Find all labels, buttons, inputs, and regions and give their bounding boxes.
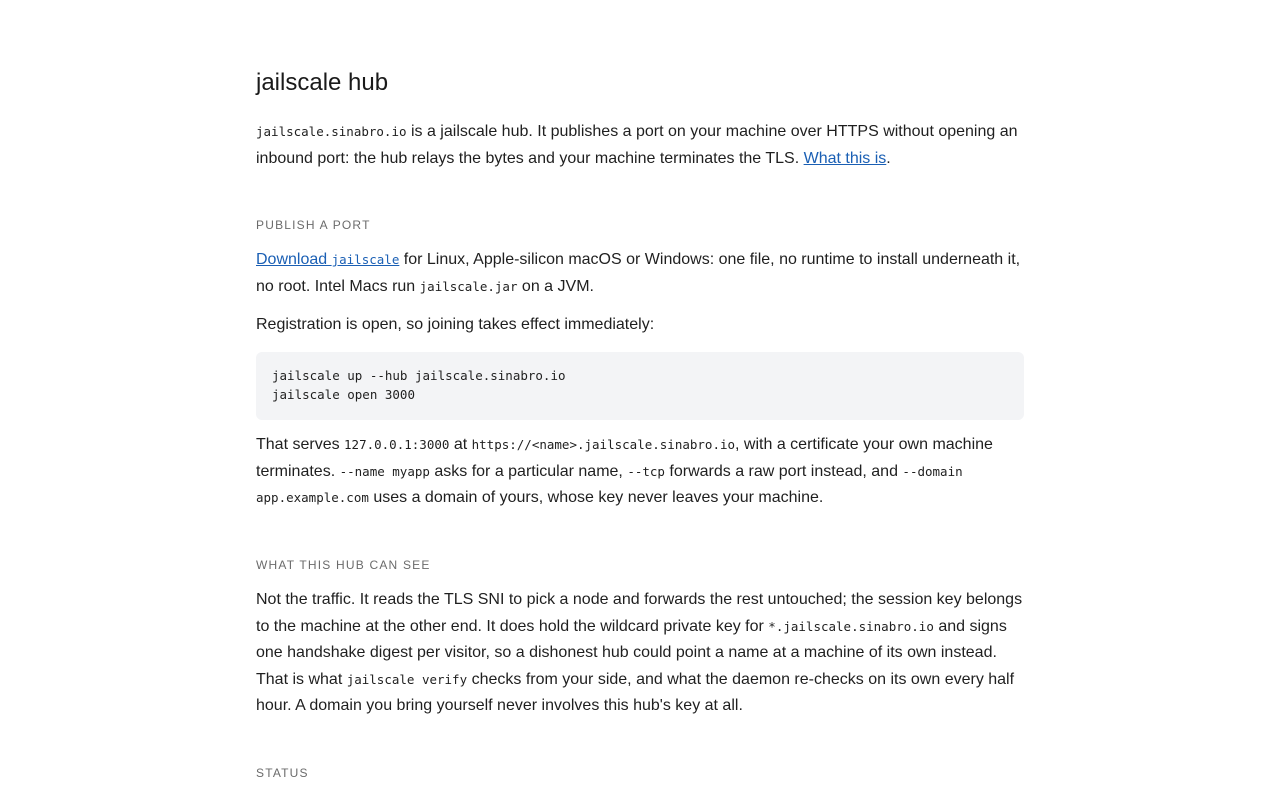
- intro-paragraph: [256, 119, 1024, 172]
- download-text-end: on a JVM.: [517, 277, 594, 295]
- see-text: checks from your side, and what the daemon re-checks on its own every half hour. A domain you bring yourself never involves this hub's key at all.: [256, 670, 1015, 714]
- domain-flag-code: --domain app.example.com: [256, 463, 963, 505]
- download-link[interactable]: [256, 251, 399, 268]
- page-title: jailscale hub: [256, 69, 389, 96]
- wildcard-domain-code: *.jailscale.sinabro.io: [768, 618, 934, 634]
- serves-text: forwards a raw port instead, and: [664, 462, 903, 480]
- serves-text: uses a domain of yours, whose key never leaves your machine.: [368, 489, 824, 506]
- serves-text: , with a certificate your own machine terminates.: [256, 436, 993, 480]
- public-url-code: https://<name>.jailscale.sinabro.io: [471, 437, 736, 452]
- download-paragraph: [256, 247, 1024, 300]
- download-section: [256, 247, 1024, 300]
- tcp-flag-code: --tcp: [627, 463, 665, 479]
- serves-section: [256, 432, 1024, 512]
- local-address-code: 127.0.0.1:3000: [344, 437, 450, 452]
- see-paragraph: [256, 587, 1024, 720]
- see-text: and signs one handshake digest per visitor, so a dishonest hub could point a name at a machine of its own instead. That is what: [256, 617, 1007, 688]
- registration-section: [256, 312, 1024, 339]
- see-text: Not the traffic. It reads the TLS SNI to pick a node and forwards the rest untouched; the session key belongs to the machine at the other end. It does hold the wildcard private key for: [256, 591, 1023, 635]
- serves-text: at: [449, 436, 472, 453]
- command-line: jailscale up --hub jailscale.sinabro.io: [272, 368, 566, 383]
- name-flag-code: --name myapp: [339, 463, 430, 479]
- see-heading: WHAT THIS HUB CAN SEE: [256, 558, 431, 572]
- download-text: for Linux, Apple-silicon macOS or Windows: one file, no runtime to install underneath it, no root. Intel Macs run: [256, 251, 1021, 295]
- publish-heading: PUBLISH A PORT: [256, 218, 371, 232]
- download-link-text: Download: [256, 251, 332, 268]
- serves-text: That serves: [256, 436, 345, 453]
- registration-paragraph: Registration is open, so joining takes effect immediately:: [256, 316, 655, 333]
- status-heading: STATUS: [256, 766, 309, 780]
- intro-text: is a jailscale hub. It publishes a port on your machine over HTTPS without opening an inbound port: the hub relays the bytes and your machine terminates the TLS.: [256, 123, 1018, 167]
- hub-hostname-code: jailscale.sinabro.io: [256, 124, 407, 139]
- intro-section: [256, 119, 1024, 172]
- serves-text: asks for a particular name,: [429, 462, 628, 480]
- see-section: [256, 587, 1024, 720]
- command-code-block: [256, 352, 1024, 420]
- what-this-is-link[interactable]: What this is: [803, 149, 887, 167]
- serves-paragraph: [256, 432, 1024, 512]
- command-line: jailscale open 3000: [272, 387, 415, 402]
- verify-command-code: jailscale verify: [346, 671, 468, 687]
- download-link-code: jailscale: [331, 252, 400, 267]
- jar-code: jailscale.jar: [419, 278, 518, 294]
- intro-end: .: [886, 149, 891, 167]
